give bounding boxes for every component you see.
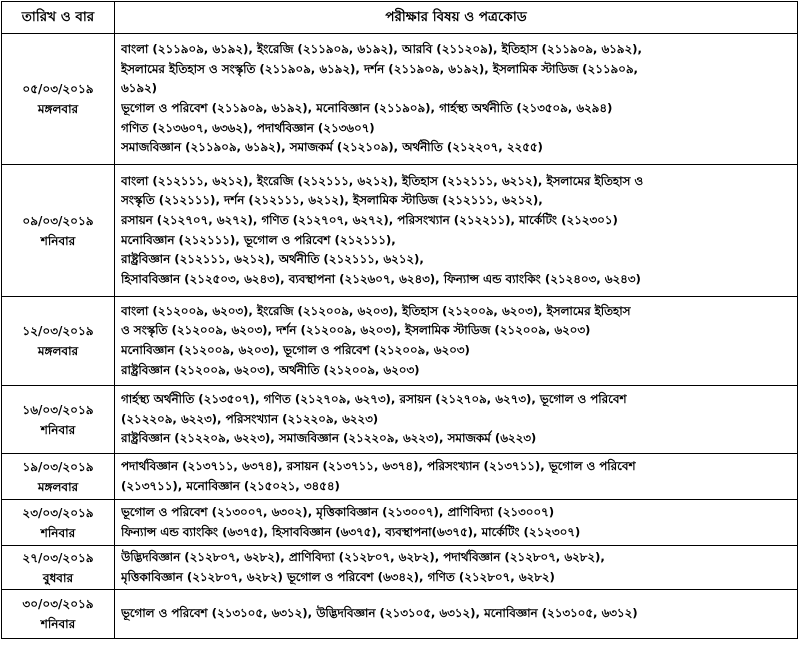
table-row [2, 546, 798, 590]
exam-weekday: মঙ্গলবার [37, 102, 79, 116]
subject-line: ভূগোল ও পরিবেশ (২১১৯০৯, ৬১৯২), মনোবিজ্ঞান (২১১৯০৯), গার্হস্থ্য অর্থনীতি (২১৩৫০৯, ৬২৯৪) [121, 101, 613, 115]
subject-line: বাংলা (২১২১১১, ৬২১২), ইংরেজি (২১২১১১, ৬২১২), ইতিহাস (২১২১১১, ৬২১২), ইসলামের ইতিহাস ও [121, 173, 644, 188]
date-cell [2, 454, 115, 500]
subject-line: রাষ্ট্রবিজ্ঞান (২১২০০৯, ৬২০৩), অর্থনীতি (২১২০০৯, ৬২০৩) [121, 362, 420, 377]
table-row [2, 165, 798, 297]
date-cell [2, 590, 115, 639]
subjects-cell [115, 297, 798, 386]
subject-column-header: পরীক্ষার বিষয় ও পত্রকোড [115, 2, 798, 34]
subject-line: বাংলা (২১১৯০৯, ৬১৯২), ইংরেজি (২১১৯০৯, ৬১৯২), আরবি (২১১২০৯), ইতিহাস (২১১৯০৯, ৬১৯২), [121, 42, 642, 57]
exam-weekday: বুধবার [42, 570, 74, 585]
subject-line: মৃত্তিকাবিজ্ঞান (২১২৮০৭, ৬২৮২) ভূগোল ও পরিবেশ (৬৩৪২), গণিত (২১২৮০৭, ৬২৮২) [121, 569, 555, 584]
table-row [2, 500, 798, 546]
subject-line: সমাজবিজ্ঞান (২১১৯০৯, ৬১৯২), সমাজকর্ম (২১২১০৯), অর্থনীতি (২১২২০৭, ২২৫৫) [121, 140, 543, 155]
date-column-header: তারিখ ও বার [2, 2, 115, 34]
exam-routine-table [1, 1, 798, 639]
date-cell [2, 165, 115, 297]
subject-line: সংস্কৃতি (২১২১১১), দর্শন (২১২১১১, ৬২১২), ইসলামিক স্টাডিজ (২১২১১১, ৬২১২), [121, 193, 543, 208]
table-row [2, 590, 798, 639]
exam-date: ১২/০৩/২০১৯ [22, 324, 94, 338]
routine-body [2, 34, 798, 639]
table-row [2, 386, 798, 454]
exam-weekday: শনিবার [40, 525, 76, 540]
subjects-cell [115, 546, 798, 590]
subject-line: মনোবিজ্ঞান (২১২০০৯, ৬২০৩), ভূগোল ও পরিবেশ (২১২০০৯, ৬২০৩) [121, 343, 470, 357]
subjects-cell [115, 34, 798, 165]
subject-line: রাষ্ট্রবিজ্ঞান (২১২২০৯, ৬২২৩), সমাজবিজ্ঞান (২১২২০৯, ৬২২৩), সমাজকর্ম (৬২২৩) [121, 431, 537, 446]
subject-line: ভূগোল ও পরিবেশ (২১৩১০৫, ৬৩১২), উদ্ভিদবিজ্ঞান (২১৩১০৫, ৬৩১২), মনোবিজ্ঞান (২১৩১০৫, ৬৩১২) [121, 606, 638, 621]
subject-line: গণিত (২১৩৬০৭, ৬৩৬২), পদার্থবিজ্ঞান (২১৩৬০৭) [121, 120, 375, 135]
subject-line: (২১২২০৯, ৬২২৩), পরিসংখ্যান (২১২২০৯, ৬২২৩) [121, 411, 379, 426]
subject-line: (২১৩৭১১), মনোবিজ্ঞান (২১৫০২১, ৩৪৫৪) [121, 478, 340, 493]
subject-line: ও সংস্কৃতি (২১২০০৯, ৬২০৩), দর্শন (২১২০০৯, ৬২০৩), ইসলামিক স্টাডিজ (২১২০০৯, ৬২০৩) [121, 323, 591, 338]
exam-weekday: মঙ্গলবার [37, 344, 79, 358]
subject-line: উদ্ভিদবিজ্ঞান (২১২৮০৭, ৬২৮২), প্রাণিবিদ্যা (২১২৮০৭, ৬২৮২), পদার্থবিজ্ঞান (২১২৮০৭, ৬২৮২), [121, 550, 605, 564]
subjects-cell [115, 500, 798, 546]
exam-weekday: মঙ্গলবার [37, 479, 79, 494]
subject-line: গার্হস্থ্য অর্থনীতি (২১৩৫০৭), গণিত (২১২৭০৯, ৬২৭৩), রসায়ন (২১২৭০৯, ৬২৭৩), ভূগোল ও পরিবেশ [121, 392, 627, 407]
subjects-cell [115, 165, 798, 297]
subjects-cell [115, 386, 798, 454]
subject-line: পদার্থবিজ্ঞান (২১৩৭১১, ৬৩৭৪), রসায়ন (২১৩৭১১, ৬৩৭৪), পরিসংখ্যান (২১৩৭১১), ভূগোল ও পরিবেশ [121, 458, 636, 473]
date-cell [2, 386, 115, 454]
subject-line: রসায়ন (২১২৭০৭, ৬২৭২), গণিত (২১২৭০৭, ৬২৭২), পরিসংখ্যান (২১২২১১), মার্কেটিং (২১২৩০১) [121, 212, 618, 227]
table-row [2, 297, 798, 386]
exam-weekday: শনিবার [40, 617, 76, 632]
subjects-cell [115, 590, 798, 639]
exam-date: ০৫/০৩/২০১৯ [22, 82, 94, 96]
date-cell [2, 500, 115, 546]
subject-line: মনোবিজ্ঞান (২১২১১১), ভূগোল ও পরিবেশ (২১২১১১), [121, 232, 396, 247]
date-cell [2, 546, 115, 590]
exam-date: ২৭/০৩/২০১৯ [22, 550, 94, 565]
exam-date: ০৯/০৩/২০১৯ [22, 213, 94, 228]
subject-line: রাষ্ট্রবিজ্ঞান (২১২১১১, ৬২১২), অর্থনীতি (২১২১১১, ৬২১২), [121, 252, 424, 267]
exam-date: ২৩/০৩/২০১৯ [22, 505, 94, 520]
table-row [2, 34, 798, 165]
header-row [2, 2, 798, 34]
exam-weekday: শনিবার [40, 422, 76, 437]
subject-line: ভূগোল ও পরিবেশ (২১৩০০৭, ৬৩০২), মৃত্তিকাবিজ্ঞান (২১৩০০৭), প্রাণিবিদ্যা (২১৩০০৭) [121, 504, 555, 519]
date-cell [2, 297, 115, 386]
exam-date: ৩০/০৩/২০১৯ [22, 597, 94, 612]
subject-line: হিসাববিজ্ঞান (২১২৫০৩, ৬২৪৩), ব্যবস্থাপনা (২১২৬০৭, ৬২৪৩), ফিন্যান্স এন্ড ব্যাংকিং (২১২৪০৩, ৬২৪৩) [121, 271, 641, 286]
subject-line: বাংলা (২১২০০৯, ৬২০৩), ইংরেজি (২১২০০৯, ৬২০৩), ইতিহাস (২১২০০৯, ৬২০৩), ইসলামের ইতিহাস [121, 303, 631, 318]
subject-line: ৬১৯২) [121, 81, 158, 96]
subject-line: ইসলামের ইতিহাস ও সংস্কৃতি (২১১৯০৯, ৬১৯২), দর্শন (২১১৯০৯, ৬১৯২), ইসলামিক স্টাডিজ (২১১৯০৯, [121, 61, 638, 76]
exam-date: ১৬/০৩/২০১৯ [22, 402, 94, 417]
table-row [2, 454, 798, 500]
exam-weekday: শনিবার [40, 233, 76, 248]
subjects-cell [115, 454, 798, 500]
date-cell [2, 34, 115, 165]
exam-date: ১৯/০৩/২০১৯ [22, 459, 94, 474]
subject-line: ফিন্যান্স এন্ড ব্যাংকিং (৬৩৭৫), হিসাববিজ্ঞান (৬৩৭৫), ব্যবস্থাপনা(৬৩৭৫), মার্কেটিং (২১২৩০৭) [121, 524, 581, 539]
